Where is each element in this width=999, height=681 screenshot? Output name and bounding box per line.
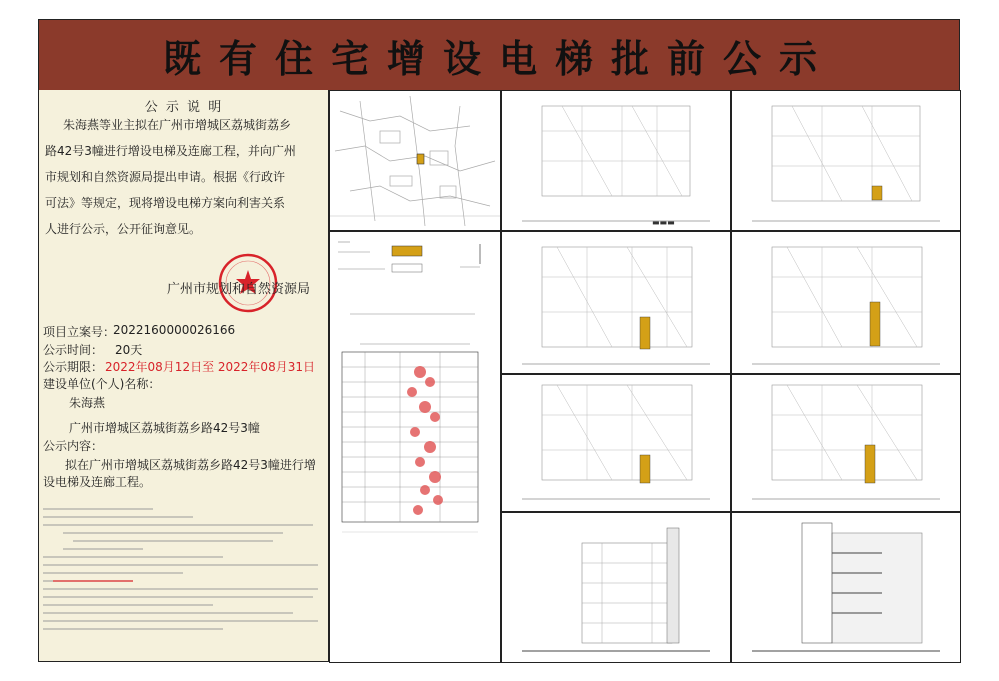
notice-heading: 公 示 说 明 xyxy=(144,100,224,115)
notice-body-line: 市规划和自然资源局提出申请。根据《行政许 xyxy=(45,170,286,184)
fine-print-notes xyxy=(43,505,325,655)
drawing-caption: ▬▬▬ xyxy=(652,218,675,227)
unit-name: 朱海燕 xyxy=(69,396,106,410)
floor-plan-2 xyxy=(731,90,961,231)
site-location-map xyxy=(329,90,501,231)
project-no-label: 项目立案号： xyxy=(43,325,116,339)
site-plan-panel xyxy=(329,231,501,663)
authority-name: 广州市规划和自然资源局 xyxy=(167,282,311,297)
notice-body-line: 路42号3幢进行增设电梯及连廊工程，并向广州 xyxy=(45,144,296,158)
period-label: 公示期限： xyxy=(43,360,104,374)
notice-body-line: 朱海燕等业主拟在广州市增城区荔城街荔乡 xyxy=(63,118,292,132)
project-no: 2022160000026166 xyxy=(113,323,236,337)
notice-body-line: 人进行公示，公开征询意见。 xyxy=(45,222,202,236)
floor-plan-3 xyxy=(501,231,731,374)
notice-board xyxy=(38,19,960,662)
notice-panel xyxy=(39,90,329,661)
period: 2022年08月12日至 2022年08月31日 xyxy=(105,360,315,374)
floor-plan-1 xyxy=(501,90,731,231)
content-label: 公示内容： xyxy=(43,439,104,453)
duration: 20天 xyxy=(115,343,143,357)
floor-plan-4 xyxy=(731,231,961,374)
unit-label: 建设单位(个人)名称： xyxy=(43,377,161,391)
banner xyxy=(39,20,959,91)
duration-label: 公示时间： xyxy=(43,343,104,357)
project-address: 广州市增城区荔城街荔乡路42号3幢 xyxy=(69,421,260,435)
elevation-1 xyxy=(501,512,731,663)
content-line: 设电梯及连廊工程。 xyxy=(43,475,152,489)
banner-title: 既有住宅增设电梯批前公示 xyxy=(162,36,835,81)
floor-plan-5 xyxy=(501,374,731,512)
content-line: 拟在广州市增城区荔城街荔乡路42号3幢进行增 xyxy=(65,458,316,472)
notice-body-line: 可法》等规定，现将增设电梯方案向利害关系 xyxy=(45,196,286,210)
floor-plan-6 xyxy=(731,374,961,512)
elevation-2 xyxy=(731,512,961,663)
